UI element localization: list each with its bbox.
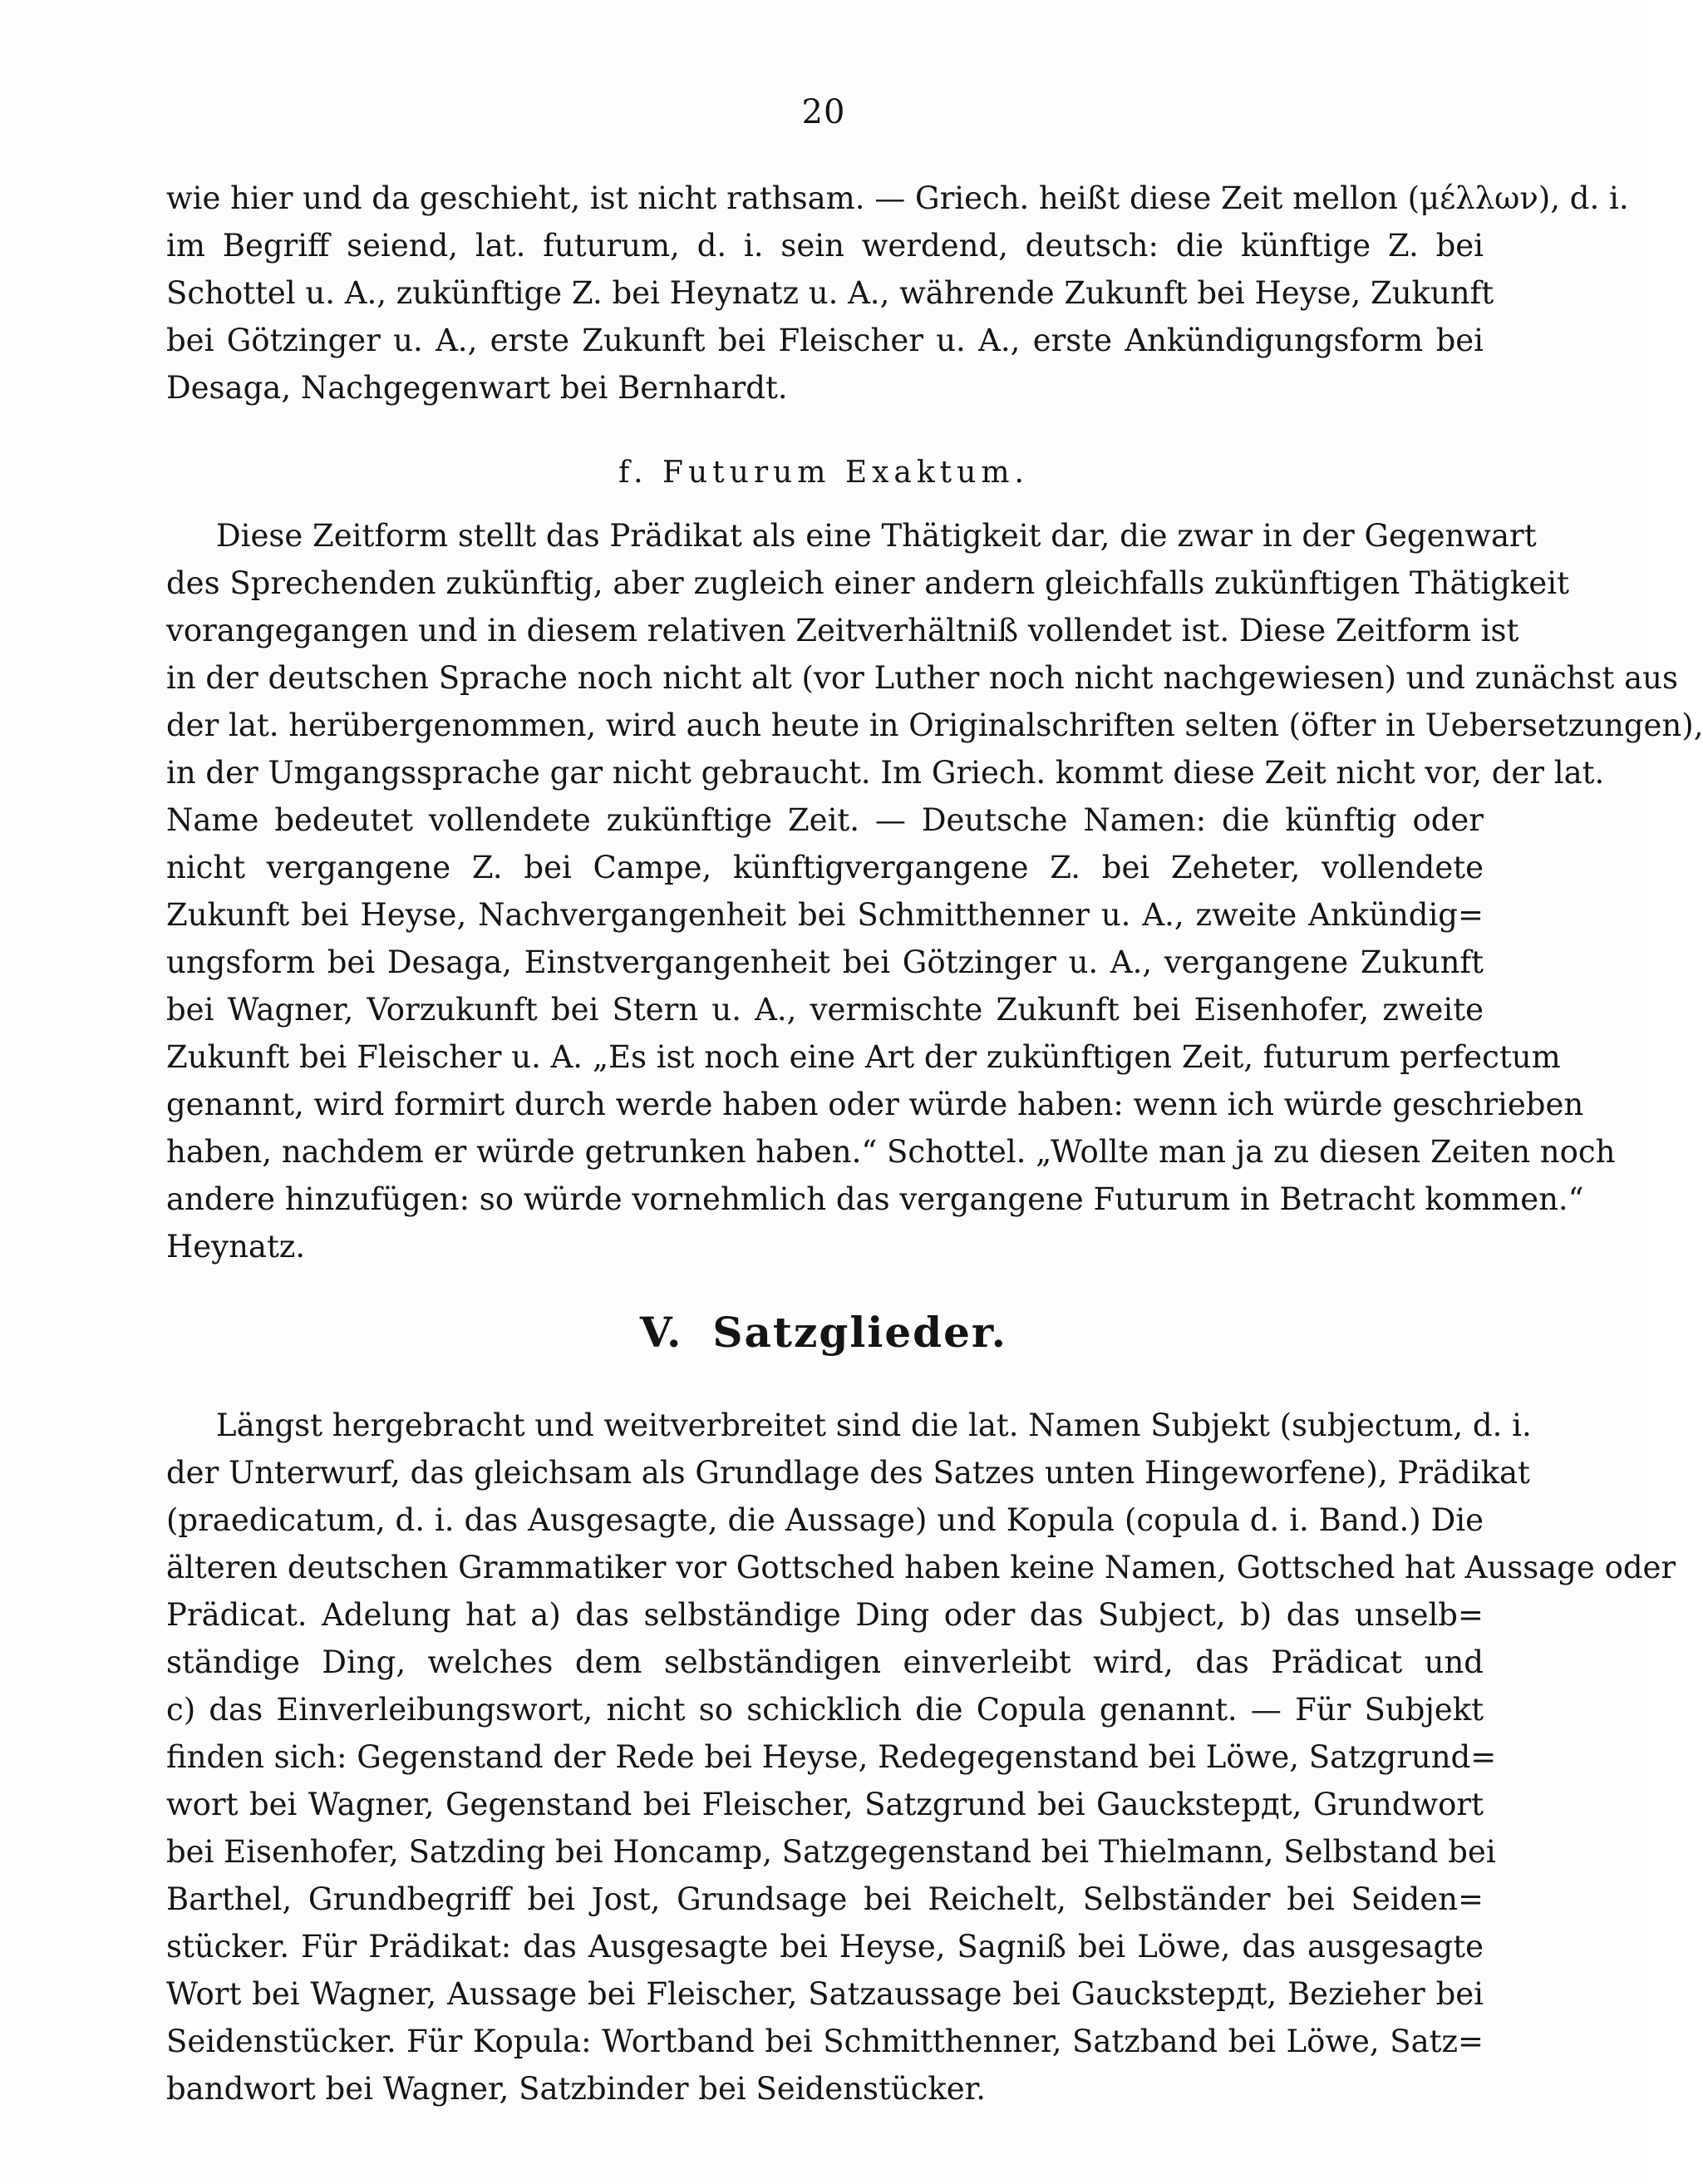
text-line: Zukunft bei Heyse, Nachvergangenheit bei Schmitthenner u. A., zweite Ankündig= xyxy=(166,897,1484,933)
text-line: Wort bei Wagner, Aussage bei Fleischer, Satzaussage bei Gauckstердt, Bezieher bei xyxy=(166,1976,1484,2012)
section-heading xyxy=(0,1305,1647,1360)
text-line: im Begriff seiend, lat. futurum, d. i. sein werdend, deutsch: die künftige Z. bei xyxy=(166,228,1484,264)
text-line: stücker. Für Prädikat: das Ausgesagte bei Heyse, Sagniß bei Löwe, das ausgesagte xyxy=(166,1929,1484,1965)
text-line: Längst hergebracht und weitverbreitet sind die lat. Namen Subjekt (subjectum, d. i. xyxy=(216,1408,1532,1443)
text-line: vorangegangen und in diesem relativen Zeitverhältniß vollendet ist. Diese Zeitform ist xyxy=(166,613,1519,648)
text-line: des Sprechenden zukünftig, aber zugleich einer andern gleichfalls zukünftigen Thätigkeit xyxy=(166,565,1569,601)
text-line: der Unterwurf, das gleichsam als Grundlage des Satzes unten Hingeworfene), Prädikat xyxy=(166,1455,1530,1491)
text-line: bandwort bei Wagner, Satzbinder bei Seidenstücker. xyxy=(166,2071,987,2107)
text-line: Prädicat. Adelung hat a) das selbständige Ding oder das Subject, b) das unselb= xyxy=(166,1597,1484,1633)
text-line: (praedicatum, d. i. das Ausgesagte, die Aussage) und Kopula (copula d. i. Band.) Die xyxy=(166,1502,1484,1538)
text-line: in der deutschen Sprache noch nicht alt (vor Luther noch nicht nachgewiesen) und zunächst aus xyxy=(166,660,1678,696)
text-line: älteren deutschen Grammatiker vor Gottsched haben keine Namen, Gottsched hat Aussage oder xyxy=(166,1550,1676,1585)
text-line: Desaga, Nachgegenwart bei Bernhardt. xyxy=(166,370,788,406)
paragraph-futurum-continued xyxy=(166,175,1629,412)
page-number: 20 xyxy=(801,93,846,131)
subheading-futurum-exaktum: f. Futurum Exaktum. xyxy=(618,456,1029,490)
text-line: andere hinzufügen: so würde vornehmlich das vergangene Futurum in Betracht kommen.“ xyxy=(166,1181,1584,1217)
text-line: Name bedeutet vollendete zukünftige Zeit. — Deutsche Namen: die künftig oder xyxy=(166,802,1484,838)
text-line: bei Wagner, Vorzukunft bei Stern u. A., vermischte Zukunft bei Eisenhofer, zweite xyxy=(166,992,1484,1028)
text-line: ständige Ding, welches dem selbständigen einverleibt wird, das Prädicat und xyxy=(166,1644,1484,1680)
text-line: nicht vergangene Z. bei Campe, künftigvergangene Z. bei Zeheter, vollendete xyxy=(166,850,1484,885)
text-line: wort bei Wagner, Gegenstand bei Fleischer, Satzgrund bei Gauckstердt, Grundwort xyxy=(166,1787,1484,1822)
text-line: c) das Einverleibungswort, nicht so schicklich die Copula genannt. — Für Subjekt xyxy=(166,1692,1484,1728)
paragraph-satzglieder xyxy=(166,1402,1676,2113)
text-line: Schottel u. A., zukünftige Z. bei Heynatz u. A., währende Zukunft bei Heyse, Zukunft xyxy=(166,275,1494,311)
text-line: Diese Zeitform stellt das Prädikat als eine Thätigkeit dar, die zwar in der Gegenwart xyxy=(216,518,1537,554)
text-line: genannt, wird formirt durch werde haben oder würde haben: wenn ich würde geschrieben xyxy=(166,1087,1584,1122)
section-title: Satzglieder. xyxy=(712,1308,1008,1357)
text-line: bei Eisenhofer, Satzding bei Honcamp, Satzgegenstand bei Thielmann, Selbstand bei xyxy=(166,1834,1496,1870)
text-line: bei Götzinger u. A., erste Zukunft bei Fleischer u. A., erste Ankündigungsform bei xyxy=(166,323,1484,358)
text-line: ungsform bei Desaga, Einstvergangenheit bei Götzinger u. A., vergangene Zukunft xyxy=(166,944,1484,980)
section-numeral: V. xyxy=(639,1308,683,1357)
text-line: haben, nachdem er würde getrunken haben.“ Schottel. „Wollte man ja zu diesen Zeiten noch xyxy=(166,1134,1616,1170)
paragraph-futurum-exaktum xyxy=(166,512,1703,1270)
text-line: finden sich: Gegenstand der Rede bei Heyse, Redegegenstand bei Löwe, Satzgrund= xyxy=(166,1739,1497,1775)
text-line: in der Umgangssprache gar nicht gebraucht. Im Griech. kommt diese Zeit nicht vor, der lat. xyxy=(166,755,1605,791)
text-line: Barthel, Grundbegriff bei Jost, Grundsage bei Reichelt, Selbständer bei Seiden= xyxy=(166,1881,1484,1917)
text-line: Seidenstücker. Für Kopula: Wortband bei Schmitthenner, Satzband bei Löwe, Satz= xyxy=(166,2024,1484,2059)
text-line: wie hier und da geschieht, ist nicht rathsam. — Griech. heißt diese Zeit mellon (μέλλων), d. i. xyxy=(166,180,1629,216)
text-line: Zukunft bei Fleischer u. A. „Es ist noch eine Art der zukünftigen Zeit, futurum perfectum xyxy=(166,1039,1561,1075)
text-line: Heynatz. xyxy=(166,1229,306,1265)
text-line: der lat. herübergenommen, wird auch heute in Originalschriften selten (öfter in Uebersetzungen), xyxy=(166,707,1703,743)
